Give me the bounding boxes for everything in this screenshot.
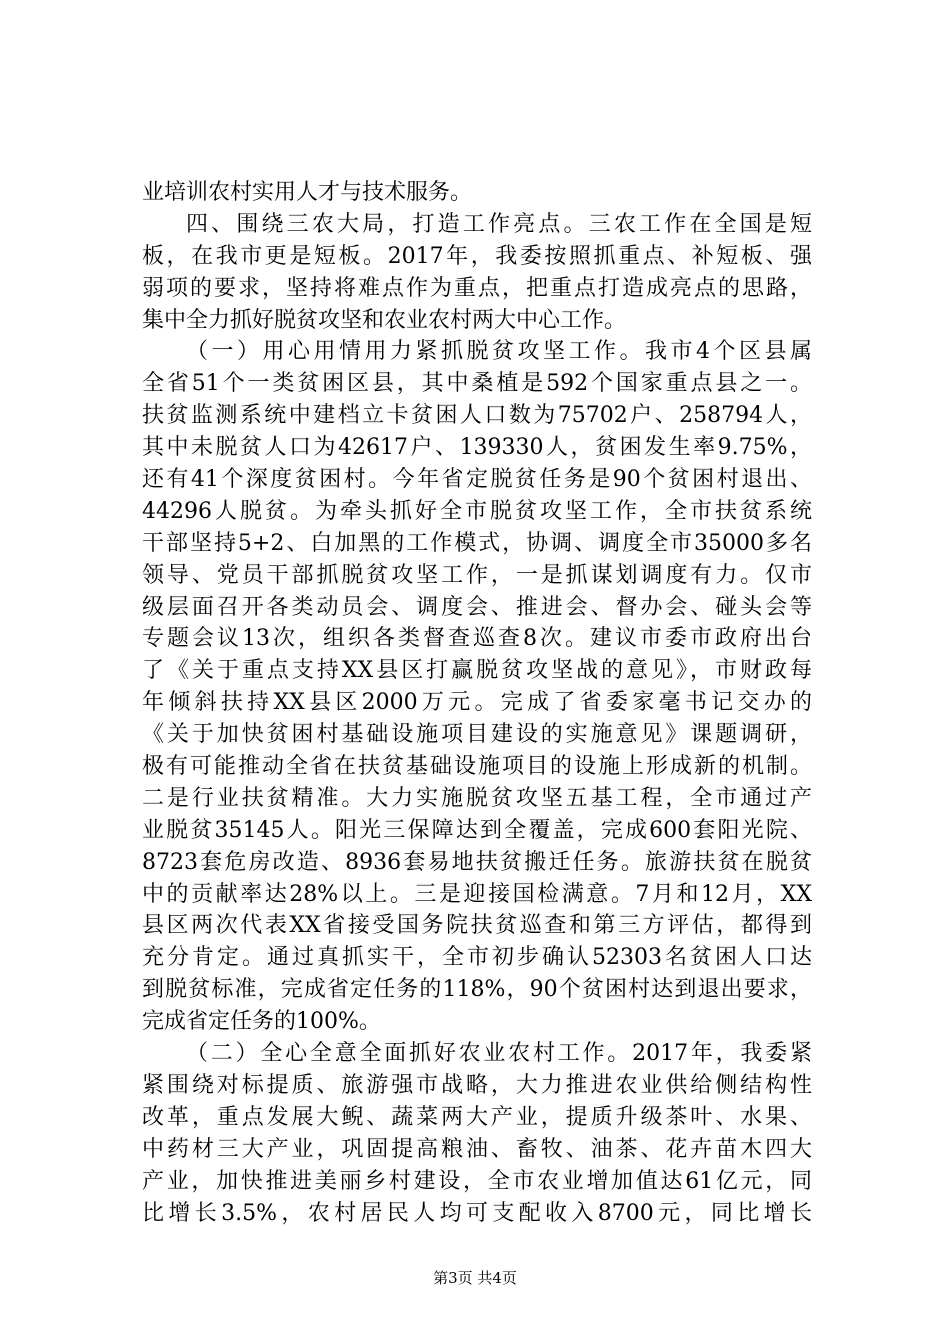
text-line: 全省51个一类贫困区县，其中桑植是592个国家重点县之一。 xyxy=(142,371,812,397)
text-line: 8723套危房改造、8936套易地扶贫搬迁任务。旅游扶贫在脱贫 xyxy=(142,849,812,875)
text-line: 领导、党员干部抓脱贫攻坚工作，一是抓谋划调度有力。仅市 xyxy=(142,562,812,588)
text-line: 干部坚持5+2、白加黑的工作模式，协调、调度全市35000多名 xyxy=(142,530,812,556)
text-line: 业培训农村实用人才与技术服务。 xyxy=(142,180,473,205)
text-line: 完成省定任务的100%。 xyxy=(142,1009,381,1035)
text-line: 年倾斜扶持XX县区2000万元。完成了省委家毫书记交办的 xyxy=(142,690,812,716)
text-line: 了《关于重点支持XX县区打赢脱贫攻坚战的意见》，市财政每 xyxy=(142,658,812,684)
text-line: 极有可能推动全省在扶贫基础设施项目的设施上形成新的机制。 xyxy=(142,754,812,780)
page-footer: 第3页 共4页 xyxy=(433,1269,517,1287)
text-line: 比增长3.5%，农村居民人均可支配收入8700元，同比增长 xyxy=(142,1200,812,1226)
text-line: 到脱贫标准，完成省定任务的118%，90个贫困村达到退出要求， xyxy=(142,977,812,1003)
text-line: 44296人脱贫。为牵头抓好全市脱贫攻坚工作，全市扶贫系统 xyxy=(142,498,812,524)
text-line: 《关于加快贫困村基础设施项目建设的实施意见》课题调研， xyxy=(142,722,812,748)
text-line: 产业，加快推进美丽乡村建设，全市农业增加值达61亿元，同 xyxy=(142,1168,812,1194)
text-line: 还有41个深度贫困村。今年省定脱贫任务是90个贫困村退出、 xyxy=(142,467,812,493)
text-line: 扶贫监测系统中建档立卡贫困人口数为75702户、258794人， xyxy=(142,403,812,429)
text-line: 改革，重点发展大鲵、蔬菜两大产业，提质升级茶叶、水果、 xyxy=(142,1104,812,1130)
text-line: 中药材三大产业，巩固提高粮油、畜牧、油茶、花卉苗木四大 xyxy=(142,1136,812,1162)
body-text xyxy=(142,177,812,1229)
text-line: 专题会议13次，组织各类督查巡查8次。建议市委市政府出台 xyxy=(142,626,812,652)
text-line: 紧围绕对标提质、旅游强市战略，大力推进农业供给侧结构性 xyxy=(142,1072,812,1098)
text-line: 集中全力抓好脱贫攻坚和农业农村两大中心工作。 xyxy=(142,307,627,333)
text-line: （一）用心用情用力紧抓脱贫攻坚工作。我市4个区县属 xyxy=(186,339,812,365)
text-line: 级层面召开各类动员会、调度会、推进会、督办会、碰头会等 xyxy=(142,594,812,620)
text-line: 板，在我市更是短板。2017年，我委按照抓重点、补短板、强 xyxy=(142,243,812,269)
text-line: 中的贡献率达28%以上。三是迎接国检满意。7月和12月，XX xyxy=(142,881,812,907)
text-line: 四、围绕三农大局，打造工作亮点。三农工作在全国是短 xyxy=(186,211,812,237)
text-line: 弱项的要求，坚持将难点作为重点，把重点打造成亮点的思路， xyxy=(142,275,812,301)
text-line: 充分肯定。通过真抓实干，全市初步确认52303名贫困人口达 xyxy=(142,945,812,971)
text-line: 业脱贫35145人。阳光三保障达到全覆盖，完成600套阳光院、 xyxy=(142,817,812,843)
text-line: 县区两次代表XX省接受国务院扶贫巡查和第三方评估，都得到 xyxy=(142,913,812,939)
text-line: 其中未脱贫人口为42617户、139330人，贫困发生率9.75%， xyxy=(142,435,812,461)
text-line: （二）全心全意全面抓好农业农村工作。2017年，我委紧 xyxy=(186,1041,812,1067)
text-line: 二是行业扶贫精准。大力实施脱贫攻坚五基工程，全市通过产 xyxy=(142,785,812,811)
